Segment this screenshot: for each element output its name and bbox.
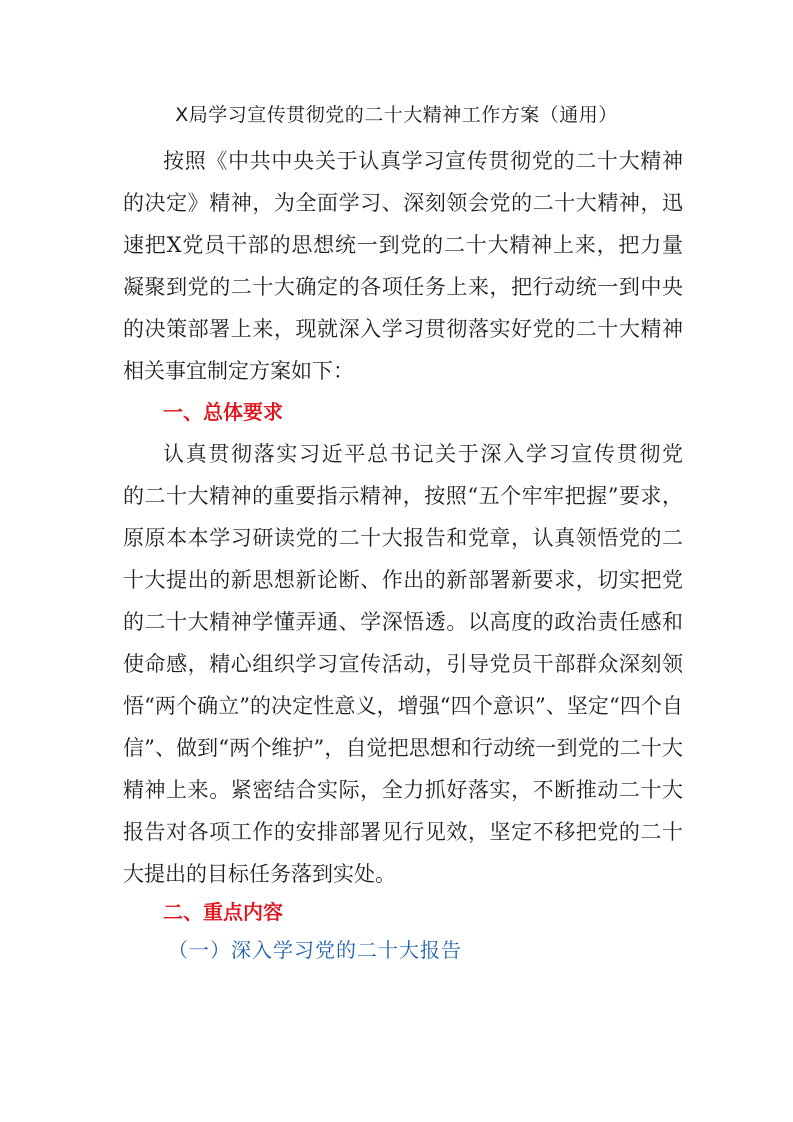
paragraph-line: 的二十大精神的重要指示精神，按照“五个牢牢把握”要求， — [123, 484, 683, 508]
paragraph-line: 报告对各项工作的安排部署见行见效，坚定不移把党的二十 — [123, 820, 683, 844]
intro-line: 相关事宜制定方案如下： — [123, 359, 354, 383]
paragraph-line: 原原本本学习研读党的二十大报告和党章，认真领悟党的二 — [123, 526, 683, 550]
paragraph-line: 信”、做到“两个维护”，自觉把思想和行动统一到党的二十大 — [123, 736, 683, 760]
intro-line: 凝聚到党的二十大确定的各项任务上来，把行动统一到中央 — [123, 275, 683, 299]
section-heading: 二、重点内容 — [163, 900, 283, 924]
intro-line: 的决定》精神，为全面学习、深刻领会党的二十大精神，迅 — [123, 191, 683, 215]
paragraph-line: 十大提出的新思想新论断、作出的新部署新要求，切实把党 — [123, 568, 683, 592]
paragraph-line: 使命感，精心组织学习宣传活动，引导党员干部群众深刻领 — [123, 652, 683, 676]
paragraph-line: 的二十大精神学懂弄通、学深悟透。以高度的政治责任感和 — [123, 610, 683, 634]
paragraph-line: 认真贯彻落实习近平总书记关于深入学习宣传贯彻党 — [163, 442, 683, 466]
document-title: X局学习宣传贯彻党的二十大精神工作方案（通用） — [175, 104, 618, 126]
subsection-heading: （一）深入学习党的二十大报告 — [168, 938, 462, 962]
section-heading: 一、总体要求 — [163, 400, 283, 424]
paragraph-line: 精神上来。紧密结合实际，全力抓好落实，不断推动二十大 — [123, 778, 683, 802]
intro-line: 按照《中共中央关于认真学习宣传贯彻党的二十大精神 — [163, 149, 683, 173]
paragraph-line: 悟“两个确立”的决定性意义，增强“四个意识”、坚定“四个自 — [123, 694, 683, 718]
intro-line: 速把X党员干部的思想统一到党的二十大精神上来，把力量 — [123, 233, 683, 257]
intro-line: 的决策部署上来，现就深入学习贯彻落实好党的二十大精神 — [123, 317, 683, 341]
paragraph-line: 大提出的目标任务落到实处。 — [123, 862, 396, 886]
